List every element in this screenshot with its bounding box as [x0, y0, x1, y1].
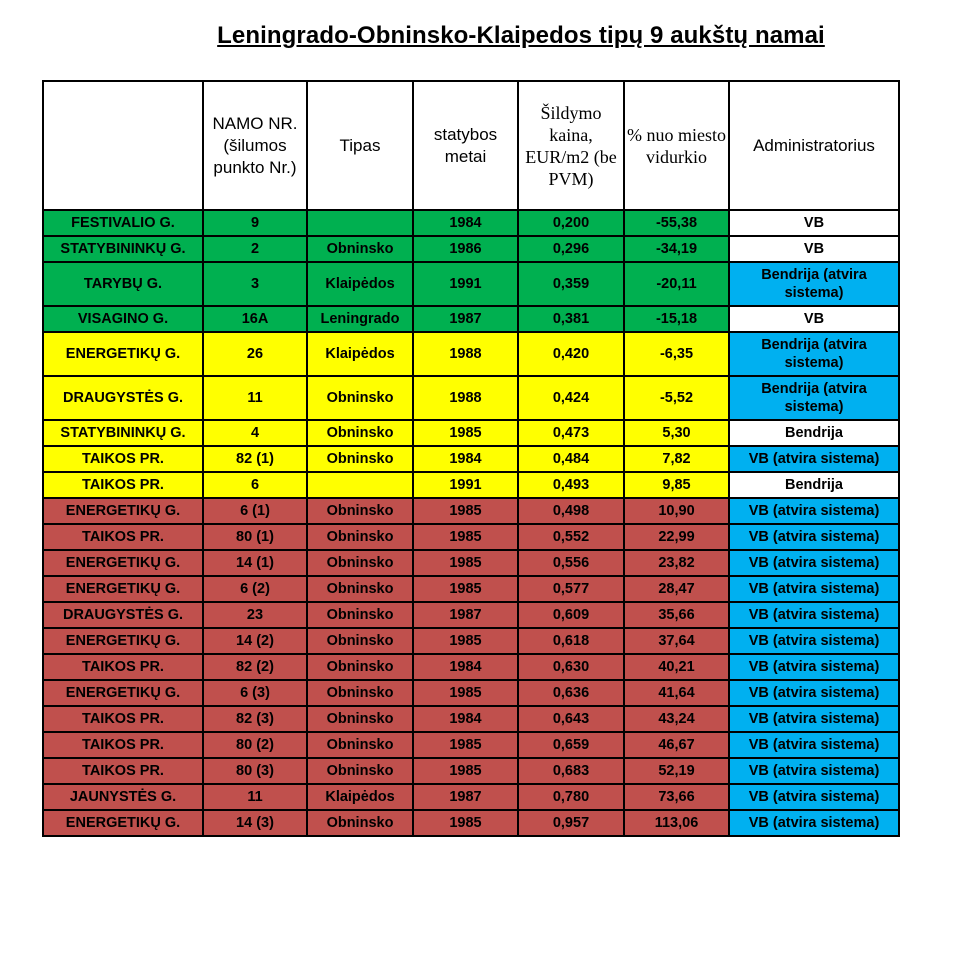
- build-year-cell: 1984: [413, 210, 518, 236]
- percent-cell: 23,82: [624, 550, 729, 576]
- build-year-cell: 1985: [413, 758, 518, 784]
- heating-price-cell: 0,493: [518, 472, 624, 498]
- heating-price-cell: 0,484: [518, 446, 624, 472]
- administrator-cell: VB (atvira sistema): [729, 524, 899, 550]
- type-cell: Obninsko: [307, 602, 413, 628]
- heating-price-cell: 0,618: [518, 628, 624, 654]
- table-row: [43, 602, 899, 628]
- street-cell: STATYBININKŲ G.: [43, 420, 203, 446]
- type-cell: Obninsko: [307, 524, 413, 550]
- street-cell: ENERGETIKŲ G.: [43, 498, 203, 524]
- heating-price-cell: 0,473: [518, 420, 624, 446]
- street-cell: DRAUGYSTĖS G.: [43, 602, 203, 628]
- heating-price-cell: 0,381: [518, 306, 624, 332]
- street-cell: ENERGETIKŲ G.: [43, 628, 203, 654]
- administrator-cell: Bendrija (atvira sistema): [729, 332, 899, 376]
- heating-price-cell: 0,630: [518, 654, 624, 680]
- type-cell: Obninsko: [307, 236, 413, 262]
- house-number-cell: 6: [203, 472, 307, 498]
- build-year-cell: 1984: [413, 654, 518, 680]
- table-row: [43, 680, 899, 706]
- header-street: [43, 81, 203, 210]
- heating-price-table: [42, 80, 900, 837]
- heating-price-cell: 0,200: [518, 210, 624, 236]
- heating-price-cell: 0,659: [518, 732, 624, 758]
- heating-price-cell: 0,957: [518, 810, 624, 836]
- street-cell: STATYBININKŲ G.: [43, 236, 203, 262]
- percent-cell: 73,66: [624, 784, 729, 810]
- heating-price-cell: 0,780: [518, 784, 624, 810]
- build-year-cell: 1985: [413, 550, 518, 576]
- administrator-cell: VB (atvira sistema): [729, 758, 899, 784]
- street-cell: TAIKOS PR.: [43, 758, 203, 784]
- heating-price-cell: 0,552: [518, 524, 624, 550]
- table-row: [43, 446, 899, 472]
- header-build-year: statybos metai: [413, 81, 518, 210]
- table-row: [43, 628, 899, 654]
- build-year-cell: 1985: [413, 628, 518, 654]
- administrator-cell: VB (atvira sistema): [729, 550, 899, 576]
- heating-price-cell: 0,609: [518, 602, 624, 628]
- type-cell: Obninsko: [307, 498, 413, 524]
- administrator-cell: VB (atvira sistema): [729, 654, 899, 680]
- type-cell: Obninsko: [307, 654, 413, 680]
- administrator-cell: VB (atvira sistema): [729, 628, 899, 654]
- percent-cell: 40,21: [624, 654, 729, 680]
- build-year-cell: 1985: [413, 576, 518, 602]
- build-year-cell: 1986: [413, 236, 518, 262]
- house-number-cell: 11: [203, 784, 307, 810]
- street-cell: TAIKOS PR.: [43, 446, 203, 472]
- percent-cell: 113,06: [624, 810, 729, 836]
- header-type: Tipas: [307, 81, 413, 210]
- type-cell: Obninsko: [307, 628, 413, 654]
- heating-price-cell: 0,643: [518, 706, 624, 732]
- build-year-cell: 1987: [413, 784, 518, 810]
- street-cell: ENERGETIKŲ G.: [43, 680, 203, 706]
- table-row: [43, 706, 899, 732]
- percent-cell: 7,82: [624, 446, 729, 472]
- table-row: [43, 376, 899, 420]
- house-number-cell: 14 (2): [203, 628, 307, 654]
- heating-price-cell: 0,359: [518, 262, 624, 306]
- street-cell: VISAGINO G.: [43, 306, 203, 332]
- percent-cell: 52,19: [624, 758, 729, 784]
- street-cell: TAIKOS PR.: [43, 732, 203, 758]
- street-cell: TAIKOS PR.: [43, 472, 203, 498]
- percent-cell: 28,47: [624, 576, 729, 602]
- type-cell: Klaipėdos: [307, 262, 413, 306]
- type-cell: [307, 210, 413, 236]
- table-row: [43, 472, 899, 498]
- house-number-cell: 82 (1): [203, 446, 307, 472]
- table-row: [43, 784, 899, 810]
- administrator-cell: Bendrija: [729, 472, 899, 498]
- table-header-row: [43, 81, 899, 210]
- type-cell: Leningrado: [307, 306, 413, 332]
- build-year-cell: 1988: [413, 332, 518, 376]
- build-year-cell: 1985: [413, 498, 518, 524]
- build-year-cell: 1988: [413, 376, 518, 420]
- heating-price-cell: 0,498: [518, 498, 624, 524]
- percent-cell: 43,24: [624, 706, 729, 732]
- administrator-cell: VB (atvira sistema): [729, 732, 899, 758]
- table-row: [43, 550, 899, 576]
- house-number-cell: 23: [203, 602, 307, 628]
- type-cell: [307, 472, 413, 498]
- house-number-cell: 80 (2): [203, 732, 307, 758]
- house-number-cell: 26: [203, 332, 307, 376]
- administrator-cell: Bendrija: [729, 420, 899, 446]
- table-row: [43, 810, 899, 836]
- percent-cell: -55,38: [624, 210, 729, 236]
- build-year-cell: 1991: [413, 262, 518, 306]
- table-row: [43, 654, 899, 680]
- house-number-cell: 82 (2): [203, 654, 307, 680]
- type-cell: Obninsko: [307, 420, 413, 446]
- percent-cell: 35,66: [624, 602, 729, 628]
- house-number-cell: 80 (1): [203, 524, 307, 550]
- street-cell: ENERGETIKŲ G.: [43, 576, 203, 602]
- administrator-cell: VB: [729, 210, 899, 236]
- build-year-cell: 1985: [413, 732, 518, 758]
- build-year-cell: 1987: [413, 602, 518, 628]
- house-number-cell: 14 (1): [203, 550, 307, 576]
- administrator-cell: VB (atvira sistema): [729, 680, 899, 706]
- percent-cell: 46,67: [624, 732, 729, 758]
- type-cell: Klaipėdos: [307, 784, 413, 810]
- heating-price-cell: 0,683: [518, 758, 624, 784]
- build-year-cell: 1985: [413, 524, 518, 550]
- type-cell: Obninsko: [307, 446, 413, 472]
- street-cell: TAIKOS PR.: [43, 524, 203, 550]
- percent-cell: 9,85: [624, 472, 729, 498]
- percent-cell: -5,52: [624, 376, 729, 420]
- house-number-cell: 11: [203, 376, 307, 420]
- house-number-cell: 3: [203, 262, 307, 306]
- type-cell: Obninsko: [307, 550, 413, 576]
- build-year-cell: 1984: [413, 446, 518, 472]
- table-row: [43, 262, 899, 306]
- type-cell: Klaipėdos: [307, 332, 413, 376]
- table-row: [43, 420, 899, 446]
- type-cell: Obninsko: [307, 706, 413, 732]
- header-house-number: NAMO NR. (šilumos punkto Nr.): [203, 81, 307, 210]
- administrator-cell: VB (atvira sistema): [729, 446, 899, 472]
- build-year-cell: 1985: [413, 420, 518, 446]
- type-cell: Obninsko: [307, 576, 413, 602]
- house-number-cell: 80 (3): [203, 758, 307, 784]
- house-number-cell: 9: [203, 210, 307, 236]
- house-number-cell: 82 (3): [203, 706, 307, 732]
- table-row: [43, 576, 899, 602]
- heating-price-cell: 0,636: [518, 680, 624, 706]
- administrator-cell: VB (atvira sistema): [729, 784, 899, 810]
- table-body: [43, 210, 899, 836]
- heating-price-cell: 0,556: [518, 550, 624, 576]
- administrator-cell: Bendrija (atvira sistema): [729, 376, 899, 420]
- administrator-cell: VB (atvira sistema): [729, 810, 899, 836]
- street-cell: ENERGETIKŲ G.: [43, 332, 203, 376]
- house-number-cell: 14 (3): [203, 810, 307, 836]
- street-cell: FESTIVALIO G.: [43, 210, 203, 236]
- house-number-cell: 6 (1): [203, 498, 307, 524]
- house-number-cell: 6 (2): [203, 576, 307, 602]
- table-row: [43, 758, 899, 784]
- type-cell: Obninsko: [307, 758, 413, 784]
- table-row: [43, 306, 899, 332]
- build-year-cell: 1987: [413, 306, 518, 332]
- header-heating-price: Šildymo kaina, EUR/m2 (be PVM): [518, 81, 624, 210]
- administrator-cell: VB (atvira sistema): [729, 602, 899, 628]
- percent-cell: -6,35: [624, 332, 729, 376]
- build-year-cell: 1985: [413, 680, 518, 706]
- house-number-cell: 6 (3): [203, 680, 307, 706]
- heating-price-cell: 0,424: [518, 376, 624, 420]
- build-year-cell: 1984: [413, 706, 518, 732]
- header-administrator: Administratorius: [729, 81, 899, 210]
- percent-cell: -20,11: [624, 262, 729, 306]
- percent-cell: 10,90: [624, 498, 729, 524]
- heating-price-cell: 0,420: [518, 332, 624, 376]
- type-cell: Obninsko: [307, 680, 413, 706]
- percent-cell: 5,30: [624, 420, 729, 446]
- administrator-cell: VB: [729, 306, 899, 332]
- administrator-cell: VB (atvira sistema): [729, 498, 899, 524]
- table-row: [43, 332, 899, 376]
- street-cell: TARYBŲ G.: [43, 262, 203, 306]
- table-row: [43, 498, 899, 524]
- table-row: [43, 210, 899, 236]
- percent-cell: 37,64: [624, 628, 729, 654]
- street-cell: ENERGETIKŲ G.: [43, 810, 203, 836]
- street-cell: TAIKOS PR.: [43, 654, 203, 680]
- administrator-cell: VB: [729, 236, 899, 262]
- heating-price-cell: 0,296: [518, 236, 624, 262]
- house-number-cell: 16A: [203, 306, 307, 332]
- street-cell: JAUNYSTĖS G.: [43, 784, 203, 810]
- build-year-cell: 1991: [413, 472, 518, 498]
- table-row: [43, 524, 899, 550]
- type-cell: Obninsko: [307, 810, 413, 836]
- percent-cell: -34,19: [624, 236, 729, 262]
- street-cell: ENERGETIKŲ G.: [43, 550, 203, 576]
- page-title: Leningrado-Obninsko-Klaipedos tipų 9 aukštų namai: [217, 22, 825, 49]
- house-number-cell: 2: [203, 236, 307, 262]
- house-number-cell: 4: [203, 420, 307, 446]
- street-cell: DRAUGYSTĖS G.: [43, 376, 203, 420]
- percent-cell: -15,18: [624, 306, 729, 332]
- administrator-cell: VB (atvira sistema): [729, 706, 899, 732]
- build-year-cell: 1985: [413, 810, 518, 836]
- header-percent-vs-average: % nuo miesto vidurkio: [624, 81, 729, 210]
- percent-cell: 22,99: [624, 524, 729, 550]
- street-cell: TAIKOS PR.: [43, 706, 203, 732]
- type-cell: Obninsko: [307, 732, 413, 758]
- percent-cell: 41,64: [624, 680, 729, 706]
- heating-price-cell: 0,577: [518, 576, 624, 602]
- administrator-cell: VB (atvira sistema): [729, 576, 899, 602]
- table-row: [43, 732, 899, 758]
- administrator-cell: Bendrija (atvira sistema): [729, 262, 899, 306]
- table-row: [43, 236, 899, 262]
- type-cell: Obninsko: [307, 376, 413, 420]
